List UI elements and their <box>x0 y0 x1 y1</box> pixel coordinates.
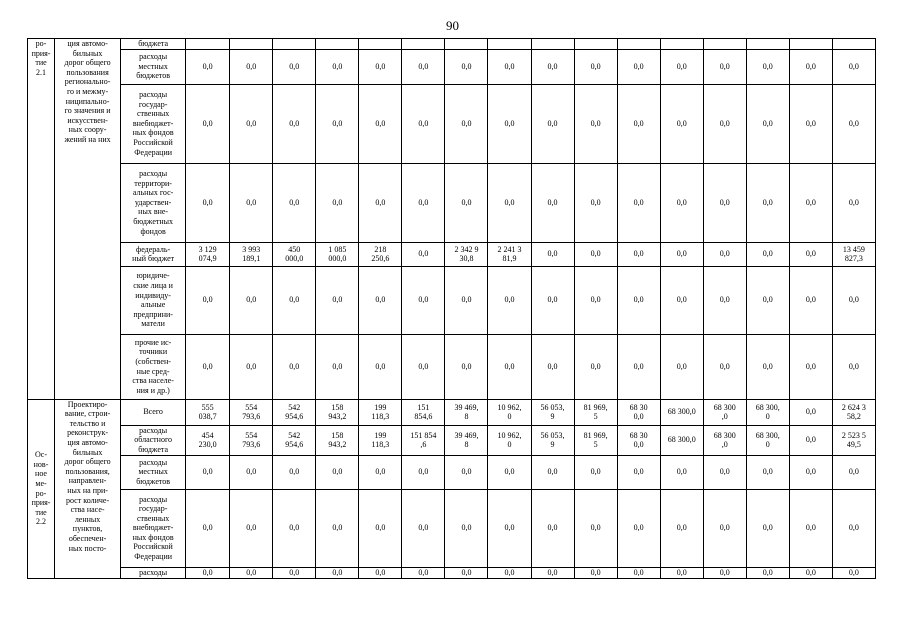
value-cell: 68 30 0,0 <box>617 425 660 455</box>
value-cell: 56 053, 9 <box>531 425 574 455</box>
value-cell: 68 30 0,0 <box>617 399 660 425</box>
value-cell <box>789 39 832 50</box>
value-cell: 0,0 <box>789 399 832 425</box>
value-cell: 199 118,3 <box>359 425 402 455</box>
funding-source-cell: расходы территори- альных гос- ударствен- ных вне- бюджетных фондов <box>121 163 186 242</box>
value-cell: 0,0 <box>316 489 359 567</box>
value-cell: 0,0 <box>574 334 617 399</box>
value-cell: 0,0 <box>617 242 660 266</box>
value-cell: 0,0 <box>574 49 617 84</box>
value-cell: 0,0 <box>574 242 617 266</box>
value-cell: 0,0 <box>230 455 273 489</box>
value-cell: 554 793,6 <box>230 399 273 425</box>
value-cell: 0,0 <box>703 49 746 84</box>
value-cell: 0,0 <box>832 455 875 489</box>
value-cell: 0,0 <box>273 163 316 242</box>
value-cell <box>273 39 316 50</box>
value-cell: 0,0 <box>445 455 488 489</box>
value-cell: 0,0 <box>402 266 445 334</box>
value-cell: 151 854,6 <box>402 399 445 425</box>
table-row <box>28 266 876 334</box>
page-number: 90 <box>446 18 459 33</box>
table-row <box>28 455 876 489</box>
value-cell: 56 053, 9 <box>531 399 574 425</box>
value-cell: 1 085 000,0 <box>316 242 359 266</box>
value-cell: 0,0 <box>488 266 531 334</box>
value-cell: 0,0 <box>186 266 230 334</box>
value-cell: 0,0 <box>746 455 789 489</box>
value-cell: 0,0 <box>531 84 574 163</box>
value-cell <box>186 39 230 50</box>
value-cell: 0,0 <box>402 84 445 163</box>
value-cell: 0,0 <box>402 163 445 242</box>
value-cell: 0,0 <box>273 266 316 334</box>
value-cell: 0,0 <box>402 455 445 489</box>
value-cell: 0,0 <box>531 242 574 266</box>
value-cell: 0,0 <box>789 266 832 334</box>
table-row <box>28 567 876 578</box>
value-cell: 0,0 <box>186 49 230 84</box>
value-cell: 0,0 <box>273 49 316 84</box>
value-cell: 0,0 <box>660 455 703 489</box>
value-cell: 0,0 <box>230 84 273 163</box>
value-cell: 0,0 <box>789 425 832 455</box>
value-cell: 0,0 <box>273 567 316 578</box>
table-row <box>28 399 876 425</box>
value-cell: 68 300, 0 <box>746 399 789 425</box>
value-cell: 0,0 <box>789 49 832 84</box>
value-cell: 0,0 <box>359 567 402 578</box>
value-cell: 68 300 ,0 <box>703 425 746 455</box>
value-cell: 68 300, 0 <box>746 425 789 455</box>
value-cell: 2 342 9 30,8 <box>445 242 488 266</box>
value-cell: 3 993 189,1 <box>230 242 273 266</box>
value-cell: 0,0 <box>402 334 445 399</box>
value-cell: 454 230,0 <box>186 425 230 455</box>
value-cell <box>488 39 531 50</box>
value-cell: 0,0 <box>746 84 789 163</box>
value-cell: 158 943,2 <box>316 425 359 455</box>
value-cell: 0,0 <box>617 163 660 242</box>
value-cell: 0,0 <box>402 49 445 84</box>
value-cell: 0,0 <box>617 567 660 578</box>
value-cell: 0,0 <box>832 266 875 334</box>
value-cell: 0,0 <box>230 49 273 84</box>
funding-source-cell: расходы государ- ственных внебюджет- ных фондов Российской Федерации <box>121 84 186 163</box>
value-cell: 0,0 <box>789 567 832 578</box>
value-cell: 0,0 <box>488 84 531 163</box>
value-cell: 0,0 <box>660 334 703 399</box>
value-cell: 0,0 <box>660 266 703 334</box>
funding-source-cell: расходы государ- ственных внебюджет- ных фондов Российской Федерации <box>121 489 186 567</box>
value-cell: 0,0 <box>445 163 488 242</box>
table-row <box>28 489 876 567</box>
value-cell: 0,0 <box>660 567 703 578</box>
value-cell: 0,0 <box>230 567 273 578</box>
value-cell: 0,0 <box>832 489 875 567</box>
value-cell: 2 523 5 49,5 <box>832 425 875 455</box>
value-cell <box>531 39 574 50</box>
value-cell: 0,0 <box>186 84 230 163</box>
value-cell: 0,0 <box>789 84 832 163</box>
value-cell: 2 624 3 58,2 <box>832 399 875 425</box>
value-cell: 0,0 <box>789 455 832 489</box>
value-cell <box>402 39 445 50</box>
value-cell: 0,0 <box>359 84 402 163</box>
value-cell: 0,0 <box>617 266 660 334</box>
value-cell: 0,0 <box>789 242 832 266</box>
value-cell: 0,0 <box>703 455 746 489</box>
value-cell: 0,0 <box>703 567 746 578</box>
value-cell: 0,0 <box>316 567 359 578</box>
value-cell: 450 000,0 <box>273 242 316 266</box>
value-cell: 0,0 <box>832 567 875 578</box>
table-row <box>28 49 876 84</box>
value-cell: 0,0 <box>531 334 574 399</box>
funding-source-cell: расходы местных бюджетов <box>121 49 186 84</box>
value-cell: 0,0 <box>402 567 445 578</box>
value-cell: 0,0 <box>186 334 230 399</box>
value-cell: 554 793,6 <box>230 425 273 455</box>
value-cell: 151 854 ,6 <box>402 425 445 455</box>
value-cell: 0,0 <box>359 49 402 84</box>
table-row <box>28 163 876 242</box>
value-cell: 555 038,7 <box>186 399 230 425</box>
table-row <box>28 334 876 399</box>
value-cell: 158 943,2 <box>316 399 359 425</box>
value-cell: 0,0 <box>703 266 746 334</box>
value-cell: 0,0 <box>531 455 574 489</box>
value-cell <box>574 39 617 50</box>
value-cell <box>359 39 402 50</box>
value-cell: 0,0 <box>832 163 875 242</box>
value-cell: 0,0 <box>488 163 531 242</box>
value-cell: 542 954,6 <box>273 425 316 455</box>
description-cell: Проектиро- вание, строи- тельство и реконструк- ция автомо- бильных дорог общего пользования, направлен- ных на при- рост количе- ства насе- ленных пунктов, обеспечен- ных посто- <box>55 399 121 578</box>
value-cell: 0,0 <box>617 84 660 163</box>
value-cell: 0,0 <box>574 84 617 163</box>
value-cell: 0,0 <box>574 266 617 334</box>
value-cell: 0,0 <box>832 334 875 399</box>
value-cell: 39 469, 8 <box>445 425 488 455</box>
value-cell: 0,0 <box>703 242 746 266</box>
value-cell: 0,0 <box>273 489 316 567</box>
activity-cell: ро- прия- тие 2.1 <box>28 39 55 400</box>
value-cell: 0,0 <box>574 489 617 567</box>
value-cell: 0,0 <box>789 334 832 399</box>
value-cell: 0,0 <box>445 489 488 567</box>
value-cell: 0,0 <box>832 49 875 84</box>
value-cell: 0,0 <box>359 334 402 399</box>
value-cell: 0,0 <box>746 163 789 242</box>
value-cell: 0,0 <box>186 567 230 578</box>
value-cell: 0,0 <box>746 266 789 334</box>
value-cell: 0,0 <box>703 489 746 567</box>
value-cell: 0,0 <box>789 163 832 242</box>
value-cell: 0,0 <box>359 163 402 242</box>
value-cell: 0,0 <box>316 455 359 489</box>
budget-table <box>27 38 876 579</box>
value-cell: 0,0 <box>789 489 832 567</box>
value-cell: 0,0 <box>531 163 574 242</box>
activity-cell: Ос- нов- ное ме- ро- прия- тие 2.2 <box>28 399 55 578</box>
value-cell <box>746 39 789 50</box>
value-cell: 10 962, 0 <box>488 399 531 425</box>
funding-source-cell: расходы <box>121 567 186 578</box>
value-cell: 68 300,0 <box>660 399 703 425</box>
value-cell: 0,0 <box>746 242 789 266</box>
value-cell: 199 118,3 <box>359 399 402 425</box>
value-cell: 0,0 <box>273 455 316 489</box>
value-cell: 0,0 <box>359 455 402 489</box>
value-cell: 0,0 <box>832 84 875 163</box>
value-cell: 0,0 <box>316 266 359 334</box>
value-cell: 0,0 <box>230 266 273 334</box>
table-row <box>28 84 876 163</box>
value-cell: 0,0 <box>488 567 531 578</box>
value-cell: 2 241 3 81,9 <box>488 242 531 266</box>
value-cell: 0,0 <box>531 489 574 567</box>
value-cell: 0,0 <box>617 455 660 489</box>
value-cell: 13 459 827,3 <box>832 242 875 266</box>
value-cell: 0,0 <box>703 334 746 399</box>
value-cell: 10 962, 0 <box>488 425 531 455</box>
value-cell: 0,0 <box>574 163 617 242</box>
value-cell: 0,0 <box>617 334 660 399</box>
value-cell: 0,0 <box>531 567 574 578</box>
value-cell: 0,0 <box>230 489 273 567</box>
value-cell: 0,0 <box>402 489 445 567</box>
value-cell: 0,0 <box>660 84 703 163</box>
value-cell: 0,0 <box>273 84 316 163</box>
funding-source-cell: расходы местных бюджетов <box>121 455 186 489</box>
value-cell: 81 969, 5 <box>574 399 617 425</box>
value-cell: 0,0 <box>660 489 703 567</box>
value-cell: 0,0 <box>531 49 574 84</box>
value-cell: 218 250,6 <box>359 242 402 266</box>
value-cell: 0,0 <box>574 567 617 578</box>
value-cell: 0,0 <box>617 489 660 567</box>
value-cell: 0,0 <box>316 49 359 84</box>
value-cell: 0,0 <box>574 455 617 489</box>
value-cell <box>703 39 746 50</box>
table-row <box>28 425 876 455</box>
value-cell: 0,0 <box>617 49 660 84</box>
value-cell: 0,0 <box>703 163 746 242</box>
value-cell: 0,0 <box>186 489 230 567</box>
value-cell: 0,0 <box>359 489 402 567</box>
value-cell: 0,0 <box>746 567 789 578</box>
value-cell: 0,0 <box>230 163 273 242</box>
value-cell: 0,0 <box>359 266 402 334</box>
value-cell: 0,0 <box>488 334 531 399</box>
value-cell <box>230 39 273 50</box>
value-cell: 0,0 <box>230 334 273 399</box>
value-cell <box>660 39 703 50</box>
value-cell: 68 300,0 <box>660 425 703 455</box>
value-cell <box>316 39 359 50</box>
table-row <box>28 39 876 50</box>
value-cell <box>445 39 488 50</box>
description-cell: ция автомо- бильных дорог общего пользования регионально- го и межму- ниципально- го значения и искусствен- ных соору- жений на них <box>55 39 121 400</box>
funding-source-cell: расходы областного бюджета <box>121 425 186 455</box>
value-cell <box>617 39 660 50</box>
table-row <box>28 242 876 266</box>
value-cell <box>832 39 875 50</box>
funding-source-cell: Всего <box>121 399 186 425</box>
value-cell: 0,0 <box>531 266 574 334</box>
value-cell: 0,0 <box>445 334 488 399</box>
value-cell: 0,0 <box>273 334 316 399</box>
value-cell: 39 469, 8 <box>445 399 488 425</box>
value-cell: 3 129 074,9 <box>186 242 230 266</box>
value-cell: 0,0 <box>703 84 746 163</box>
value-cell: 0,0 <box>316 84 359 163</box>
value-cell: 0,0 <box>660 49 703 84</box>
value-cell: 0,0 <box>402 242 445 266</box>
value-cell: 0,0 <box>488 489 531 567</box>
value-cell: 0,0 <box>488 49 531 84</box>
value-cell: 68 300 ,0 <box>703 399 746 425</box>
value-cell: 0,0 <box>445 84 488 163</box>
value-cell: 0,0 <box>186 455 230 489</box>
value-cell: 0,0 <box>746 49 789 84</box>
value-cell: 0,0 <box>746 489 789 567</box>
value-cell: 542 954,6 <box>273 399 316 425</box>
funding-source-cell: прочие ис- точники (собствен- ные сред- ства населе- ния и др.) <box>121 334 186 399</box>
value-cell: 0,0 <box>746 334 789 399</box>
value-cell: 0,0 <box>186 163 230 242</box>
value-cell: 0,0 <box>445 567 488 578</box>
value-cell: 0,0 <box>316 334 359 399</box>
value-cell: 0,0 <box>445 49 488 84</box>
table-body <box>28 39 876 579</box>
value-cell: 0,0 <box>316 163 359 242</box>
value-cell: 0,0 <box>488 455 531 489</box>
funding-source-cell: юридиче- ские лица и индивиду- альные предприни- матели <box>121 266 186 334</box>
funding-source-cell: бюджета <box>121 39 186 50</box>
value-cell: 0,0 <box>445 266 488 334</box>
value-cell: 81 969, 5 <box>574 425 617 455</box>
value-cell: 0,0 <box>660 163 703 242</box>
funding-source-cell: федераль- ный бюджет <box>121 242 186 266</box>
value-cell: 0,0 <box>660 242 703 266</box>
